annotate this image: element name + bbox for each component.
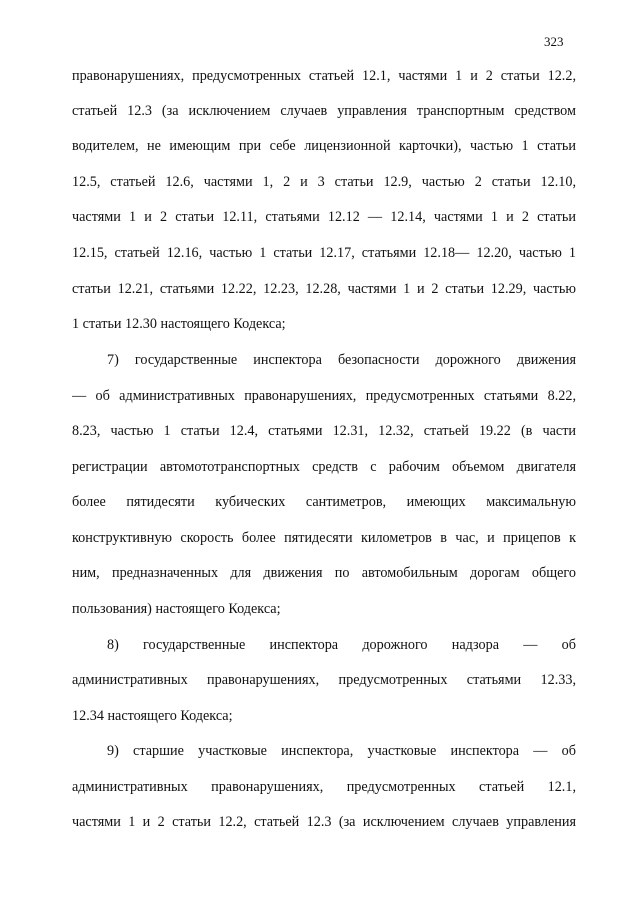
text-line: — об административных правонарушениях, предусмотренных статьями 8.22,: [72, 388, 576, 404]
text-line: 1 статьи 12.30 настоящего Кодекса;: [72, 316, 286, 332]
text-line: водителем, не имеющим при себе лицензионной карточки), частью 1 статьи: [72, 138, 576, 154]
text-line: 8) государственные инспектора дорожного надзора — об: [107, 637, 576, 653]
text-line: 9) старшие участковые инспектора, участковые инспектора — об: [107, 743, 576, 759]
text-line: статьи 12.21, статьями 12.22, 12.23, 12.28, частями 1 и 2 статьи 12.29, частью: [72, 281, 576, 297]
page-number: 323: [544, 34, 564, 49]
text-line: административных правонарушениях, предусмотренных статьей 12.1,: [72, 779, 576, 795]
text-line: частями 1 и 2 статьи 12.11, статьями 12.12 — 12.14, частями 1 и 2 статьи: [72, 209, 576, 225]
text-line: 7) государственные инспектора безопасности дорожного движения: [107, 352, 576, 368]
text-line: 12.34 настоящего Кодекса;: [72, 708, 233, 724]
text-line: правонарушениях, предусмотренных статьей 12.1, частями 1 и 2 статьи 12.2,: [72, 68, 576, 84]
text-line: ним, предназначенных для движения по автомобильным дорогам общего: [72, 565, 576, 581]
text-line: 8.23, частью 1 статьи 12.4, статьями 12.31, 12.32, статьей 19.22 (в части: [72, 423, 576, 439]
text-line: пользования) настоящего Кодекса;: [72, 601, 281, 617]
text-line: частями 1 и 2 статьи 12.2, статьей 12.3 (за исключением случаев управления: [72, 814, 576, 830]
text-line: 12.15, статьей 12.16, частью 1 статьи 12.17, статьями 12.18— 12.20, частью 1: [72, 245, 576, 261]
text-line: статьей 12.3 (за исключением случаев управления транспортным средством: [72, 103, 576, 119]
text-line: более пятидесяти кубических сантиметров, имеющих максимальную: [72, 494, 576, 510]
text-line: 12.5, статьей 12.6, частями 1, 2 и 3 статьи 12.9, частью 2 статьи 12.10,: [72, 174, 576, 190]
text-line: регистрации автомототранспортных средств с рабочим объемом двигателя: [72, 459, 576, 475]
text-line: административных правонарушениях, предусмотренных статьями 12.33,: [72, 672, 576, 688]
text-line: конструктивную скорость более пятидесяти километров в час, и прицепов к: [72, 530, 576, 546]
